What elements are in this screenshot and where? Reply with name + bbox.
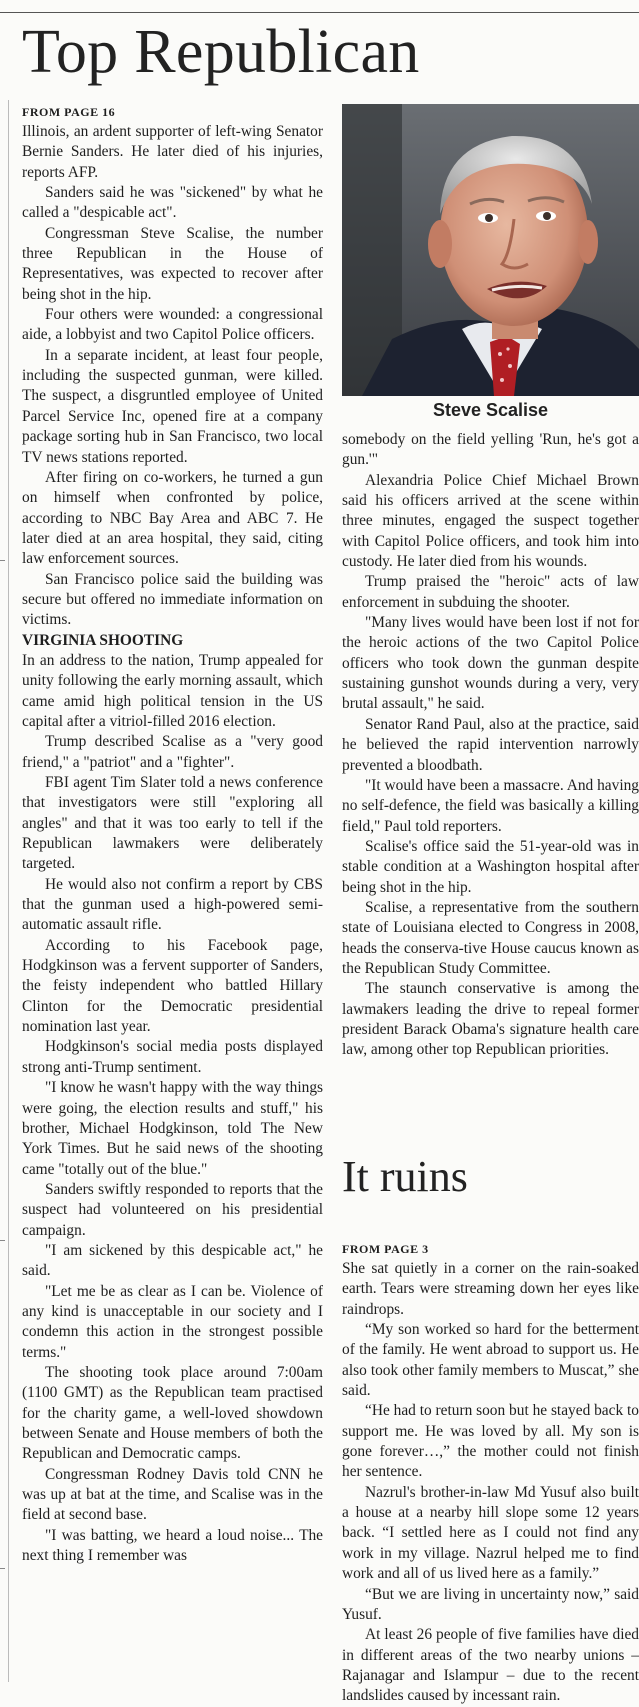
paragraph: Illinois, an ardent supporter of left-wing Senator Bernie Sanders. He later died of his injuries, reports AFP.	[22, 123, 323, 181]
article-column-it-ruins	[342, 1239, 639, 1705]
paragraph: "I was batting, we heard a loud noise... The next thing I remember was	[22, 1526, 323, 1565]
article-column-right	[342, 430, 639, 1061]
paragraph: After firing on co-workers, he turned a gun on himself when confronted by police, according to NBC Bay Area and ABC 7. He later died at an area hospital, they said, citing law enforcement sources.	[22, 468, 323, 568]
paragraph: somebody on the field yelling 'Run, he's got a gun.'"	[342, 431, 639, 469]
portrait-photo	[342, 104, 639, 396]
paragraph: In an address to the nation, Trump appealed for unity following the early morning assault, which came amid high political tension in the US capital after a vitriol-filled 2016 election.	[22, 651, 323, 730]
paragraph: He would also not confirm a report by CBS that the gunman used a high-powered semi-automatic assault rifle.	[22, 875, 323, 934]
paragraph: She sat quietly in a corner on the rain-soaked earth. Tears were streaming down her eyes like raindrops.	[342, 1260, 639, 1318]
paragraph: Sanders said he was "sickened" by what he called a "despicable act".	[22, 184, 323, 222]
paragraph: Trump praised the "heroic" acts of law enforcement in subduing the shooter.	[342, 573, 639, 611]
paragraph: “But we are living in uncertainty now,” said Yusuf.	[342, 1585, 639, 1623]
paragraph: Four others were wounded: a congressional aide, a lobbyist and two Capitol Police officers.	[22, 306, 323, 344]
margin-tick	[0, 1568, 5, 1569]
paragraph: Scalise, a representative from the southern state of Louisiana elected to Congress in 2008, heads the conserva-tive House caucus known as the Republican Study Committee.	[342, 898, 639, 977]
paragraph: Hodgkinson's social media posts displayed strong anti-Trump sentiment.	[22, 1038, 323, 1076]
article-column-left	[22, 102, 323, 1682]
photo-caption: Steve Scalise	[432, 400, 549, 420]
margin-rule	[8, 100, 9, 1682]
paragraph: "I am sickened by this despicable act," he said.	[22, 1241, 323, 1280]
paragraph: Congressman Steve Scalise, the number three Republican in the House of Representatives, was expected to recover after being shot in the hip.	[22, 224, 323, 303]
paragraph: "Let me be as clear as I can be. Violence of any kind is unacceptable in our society and I condemn this action in the strongest possible terms."	[22, 1282, 323, 1361]
paragraph: Senator Rand Paul, also at the practice, said he believed the rapid intervention narrowly prevented a bloodbath.	[342, 715, 639, 774]
paragraph: San Francisco police said the building was secure but offered no immediate information on victims.	[22, 570, 323, 629]
paragraph: Sanders swiftly responded to reports that the suspect had volunteered on his presidential campaign.	[22, 1180, 323, 1239]
margin-tick	[0, 1240, 5, 1241]
paragraph: Nazrul's brother-in-law Md Yusuf also built a house at a nearby hill slope some 12 years back. “I settled here as I could not find any work in my village. Nazrul helped me to find work and all of us lived here as a family.”	[342, 1483, 639, 1583]
paragraph: "It would have been a massacre. And having no self-defence, the field was basically a killing field," Paul told reporters.	[342, 776, 639, 835]
subhead-virginia-shooting: VIRGINIA SHOOTING	[22, 631, 184, 649]
paragraph: FBI agent Tim Slater told a news conference that investigators were still "exploring all angles" and that it was too early to tell if the Republican lawmakers were deliberately targeted.	[22, 774, 323, 873]
paragraph: Scalise's office said the 51-year-old was in stable condition at a Washington hospital after being shot in the hip.	[342, 837, 639, 896]
paragraph: "I know he wasn't happy with the way things were going, the election results and stuff," his brother, Michael Hodgkinson, told The New York Times. But he said news of the shooting came "totally out of the blue."	[22, 1079, 323, 1178]
paragraph: Trump described Scalise as a "very good friend," a "patriot" and a "fighter".	[22, 733, 323, 771]
paragraph: The shooting took place around 7:00am (1100 GMT) as the Republican team practised for the charity game, a well-loved showdown between Senate and House members of both the Republican and Democratic camps.	[22, 1363, 323, 1463]
margin-tick	[0, 560, 5, 561]
from-page-kicker: FROM PAGE 3	[342, 1242, 429, 1256]
paragraph: Alexandria Police Chief Michael Brown said his officers arrived at the scene within three minutes, engaged the suspect together with Capitol Police officers, and took him into custody. He later died from his wounds.	[342, 471, 639, 571]
from-page-kicker: FROM PAGE 16	[22, 105, 116, 119]
paragraph: “My son worked so hard for the betterment of the family. He went abroad to support us. He also took other family members to Muscat,” she said.	[342, 1321, 639, 1400]
paragraph: The staunch conservative is among the lawmakers leading the drive to repeal former president Barack Obama's signature health care law, among other top Republican priorities.	[342, 980, 639, 1059]
photo-steve-scalise	[342, 104, 639, 396]
headline-top-republican: Top Republican	[22, 18, 420, 86]
paragraph: In a separate incident, at least four people, including the suspected gunman, were killed. The suspect, a disgruntled employee of United Parcel Service Inc, opened fire at a company package sorting hub in San Francisco, two local TV news stations reported.	[22, 346, 323, 466]
headline-it-ruins: It ruins	[342, 1152, 468, 1201]
top-rule	[0, 12, 639, 13]
paragraph: According to his Facebook page, Hodgkinson was a fervent supporter of Sanders, the feisty independent who battled Hillary Clinton for the Democratic presidential nomination last year.	[22, 936, 323, 1036]
paragraph: "Many lives would have been lost if not for the heroic actions of the two Capitol Police officers who took down the gunman despite sustaining gunshot wounds during a very, very brutal assault," he said.	[342, 614, 639, 713]
paragraph: At least 26 people of five families have died in different areas of the two nearby unions – Rajanagar and Islampur – due to the recent landslides caused by incessant rain.	[342, 1626, 639, 1705]
paragraph: Congressman Rodney Davis told CNN he was up at bat at the time, and Scalise was in the field at second base.	[22, 1465, 323, 1524]
paragraph: “He had to return soon but he stayed back to support me. He was loved by all. My son is gone forever…,” the mother could not finish her sentence.	[342, 1402, 639, 1481]
